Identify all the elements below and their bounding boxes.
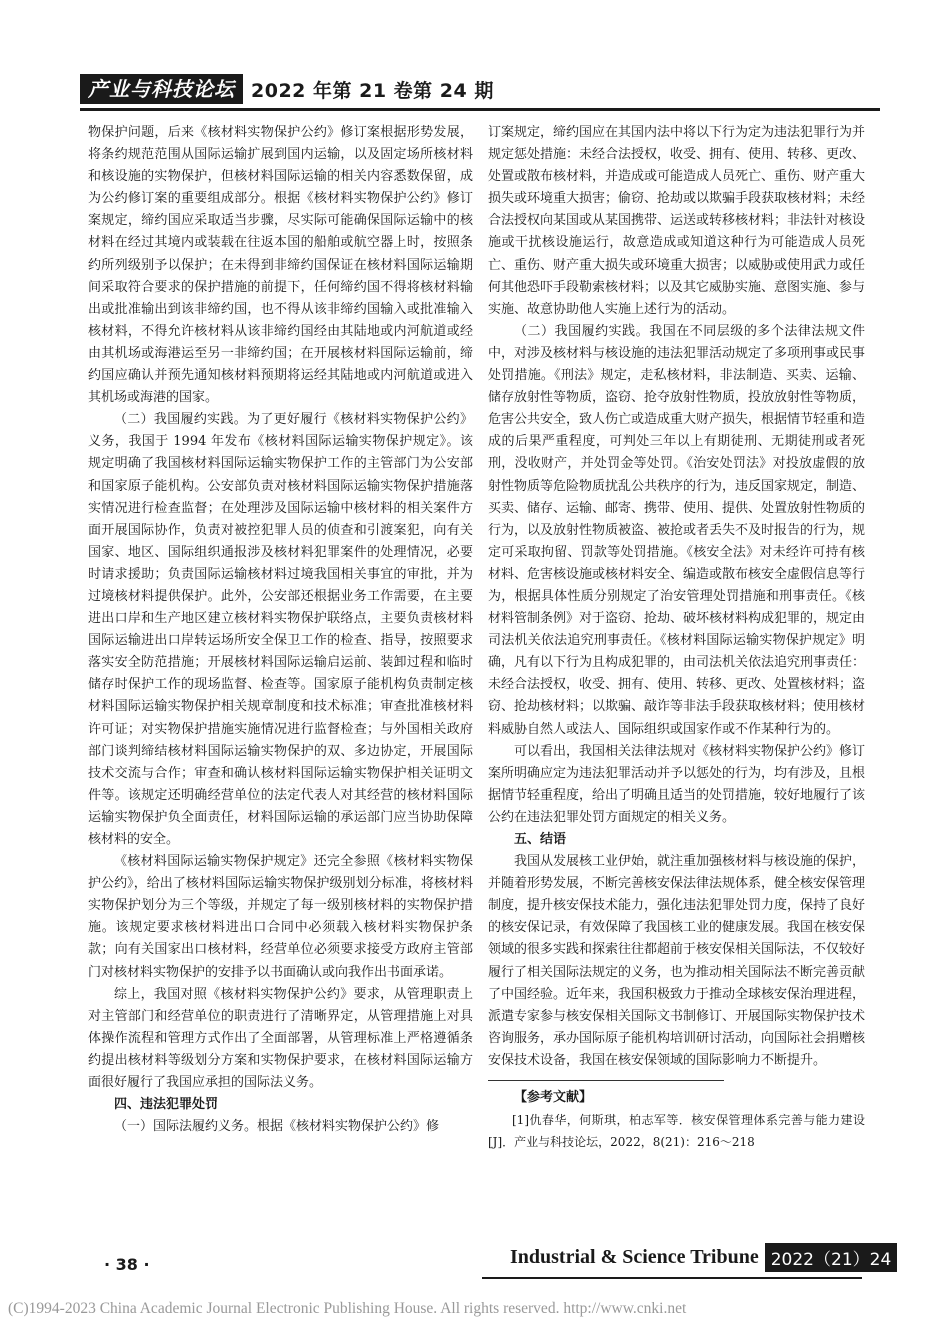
paragraph: 可以看出，我国相关法律法规对《核材料实物保护公约》修订案所明确应定为违法犯罪活动并予以惩处的行为，均有涉及，且根据情节轻重程度，给出了明确且适当的处罚措施，较好地履行了该公约在违法犯罪处罚方面规定的相关义务。 <box>488 743 866 825</box>
journal-footer <box>510 1243 897 1272</box>
footer-issue: 2022（21）24 <box>765 1243 898 1272</box>
paragraph: （二）我国履约实践。为了更好履行《核材料实物保护公约》义务，我国于 1994 年发布《核材料国际运输实物保护规定》。该规定明确了我国核材料国际运输实物保护工作的主管部门为公安部和国家原子能机构。公安部负责对核材料国际运输实物保护措施落实情况进行检查监督；在处理涉及国际运输中核材料的相关案件方面开展国际协作，负责对被控犯罪人员的侦查和引渡案犯，向有关国家、地区、国际组织通报涉及核材料犯罪案件的处理情况，必要时请求援助；负责国际运输核材料过境我国相关事宜的审批，并为过境核材料提供保护。此外，公安部还根据业务工作需要，在主要进出口岸和生产地区建立核材料实物保护联络点，主要负责核材料国际运输进出口岸转运场所安全保卫工作的检查、指导，按照要求落实安全防范措施；开展核材料国际运输启运前、装卸过程和临时储存时保护工作的现场监督、检查等。国家原子能机构负责制定核材料国际运输实物保护相关规章制度和技术标准；审查批准核材料许可证；对实物保护措施实施情况进行监督检查；与外国相关政府部门谈判缔结核材料国际运输实物保护的双、多边协定，开展国际技术交流与合作；审查和确认核材料国际运输实物保护相关证明文件等。该规定还明确经营单位的法定代表人对其经营的核材料国际运输实物保护负全面责任，材料国际运输的承运部门应当协助保障核材料的安全。 <box>88 412 473 847</box>
journal-name: 产业与科技论坛 <box>80 74 243 104</box>
reference-item: [1]仇春华，何斯琪，柏志军等．核安保管理体系完善与能力建设[J]．产业与科技论坛，2022，8(21)：216～218 <box>488 1113 865 1150</box>
copyright-notice: (C)1994-2023 China Academic Journal Electronic Publishing House. All rights reserved. http://www.cnki.net <box>8 1300 687 1317</box>
paragraph: 物保护问题，后来《核材料实物保护公约》修订案根据形势发展，将条约规范范围从国际运输扩展到国内运输，以及固定场所核材料和核设施的实物保护，但核材料国际运输的相关内容悉数保留，成为公约修订案的重要组成部分。根据《核材料实物保护公约》修订案规定，缔约国应采取适当步骤，尽实际可能确保国际运输中的核材料在经过其境内或装载在往返本国的船舶或航空器上时，按照条约所列级别予以保护；在未得到非缔约国保证在核材料国际运输期间采取符合要求的保护措施的前提下，任何缔约国不得将核材料输出或批准输出到该非缔约国，也不得从该非缔约国输入或批准输入核材料，不得允许核材料从该非缔约国经由其陆地或内河航道或经由其机场或海港运至另一非缔约国；在开展核材料国际运输前，缔约国应确认并预先通知核材料预期将运经其陆地或内河航道或进入其机场或海港的国家。 <box>88 125 473 406</box>
section-title: 五、结语 <box>514 832 567 847</box>
reference-rule <box>488 1080 724 1081</box>
paragraph: （二）我国履约实践。我国在不同层级的多个法律法规文件中，对涉及核材料与核设施的违法犯罪活动规定了多项刑事或民事处罚措施。《刑法》规定，走私核材料，非法制造、买卖、运输、储存放射性等物质，盗窃、抢夺放射性物质，投放放射性等物质，危害公共安全，致人伤亡或造成重大财产损失，根据情节轻重和造成的后果严重程度，可判处三年以上有期徒刑、无期徒刑或者死刑，没收财产，并处罚金等处罚。《治安处罚法》对投放虚假的放射性物质等危险物质扰乱公共秩序的行为，违反国家规定，制造、买卖、储存、运输、邮寄、携带、使用、提供、处置放射性物质的行为，以及放射性物质被盗、被抢或者丢失不及时报告的行为，规定可采取拘留、罚款等处罚措施。《核安全法》对未经许可持有核材料、危害核设施或核材料安全、编造或散布核安全虚假信息等行为，根据具体性质分别规定了治安管理处罚措施和刑事责任。《核材料管制条例》对于盗窃、抢劫、破坏核材料构成犯罪的，规定由司法机关依法追究刑事责任。《核材料国际运输实物保护规定》明确，凡有以下行为且构成犯罪的，由司法机关依法追究刑事责任：未经合法授权，收受、拥有、使用、转移、更改、处置核材料；盗窃、抢劫核材料；以欺骗、敲诈等非法手段获取核材料；使用核材料威胁自然人或法人、国际组织或国家作或不作某种行为的。 <box>488 323 866 737</box>
references-heading: 【参考文献】 <box>514 1090 593 1106</box>
left-column <box>88 122 473 1138</box>
paragraph: （一）国际法履约义务。根据《核材料实物保护公约》修 <box>114 1119 440 1135</box>
issue-info: 2022 年第 21 卷第 24 期 <box>251 79 494 102</box>
page-number: · 38 · <box>104 1255 150 1274</box>
right-column <box>488 122 865 1153</box>
journal-header <box>80 74 494 104</box>
paragraph: 订案规定，缔约国应在其国内法中将以下行为定为违法犯罪行为并规定惩处措施：未经合法授权，收受、拥有、使用、转移、更改、处置或散布核材料，并造成或可能造成人员死亡、重伤、财产重大损失或环境重大损害；偷窃、抢劫或以欺骗手段获取核材料；未经合法授权向某国或从某国携带、运送或转移核材料；非法针对核设施或干扰核设施运行，故意造成或知道这种行为可能造成人员死亡、重伤、财产重大损失或环境重大损害；以威胁或使用武力或任何其他恐吓手段勒索核材料；以及其它威胁实施、意图实施、参与实施、故意协助他人实施上述行为的活动。 <box>488 125 866 317</box>
journal-name-en: Industrial & Science Tribune <box>510 1246 759 1268</box>
paragraph: 《核材料国际运输实物保护规定》还完全参照《核材料实物保护公约》，给出了核材料国际运输实物保护级别划分标准，将核材料实物保护划分为三个等级，并规定了每一级别核材料的实物保护措施。该规定要求核材料进出口合同中必须载入核材料实物保护条款；向有关国家出口核材料，经营单位必须要求接受方政府主管部门对核材料实物保护的安排予以书面确认或向我作出书面承诺。 <box>88 854 473 980</box>
section-title: 四、违法犯罪处罚 <box>114 1097 219 1113</box>
paragraph: 我国从发展核工业伊始，就注重加强核材料与核设施的保护，并随着形势发展，不断完善核安保法律法规体系，健全核安保管理制度，提升核安保技术能力，强化违法犯罪处罚力度，保持了良好的核安保记录，有效保障了我国核工业的健康发展。我国在核安保领域的很多实践和探索往往都超前于核安保相关国际法，不仅较好履行了相关国际法规定的义务，也为推动相关国际法不断完善贡献了中国经验。近年来，我国积极致力于推动全球核安保治理进程，派遣专家参与核安保相关国际文书制修订、开展国际实物保护技术咨询服务，承办国际原子能机构培训研讨活动，向国际社会捐赠核安保技术设备，我国在核安保领域的国际影响力不断提升。 <box>488 854 866 1068</box>
footer-rule <box>482 1277 862 1279</box>
header-rule <box>80 108 880 111</box>
paragraph: 综上，我国对照《核材料实物保护公约》要求，从管理职责上对主管部门和经营单位的职责进行了清晰界定，从管理措施上对具体操作流程和管理方式作出了全面部署，从管理标准上严格遵循条约提出核材料等级划分方案和实物保护要求，在核材料国际运输方面很好履行了我国应承担的国际法义务。 <box>88 986 473 1091</box>
